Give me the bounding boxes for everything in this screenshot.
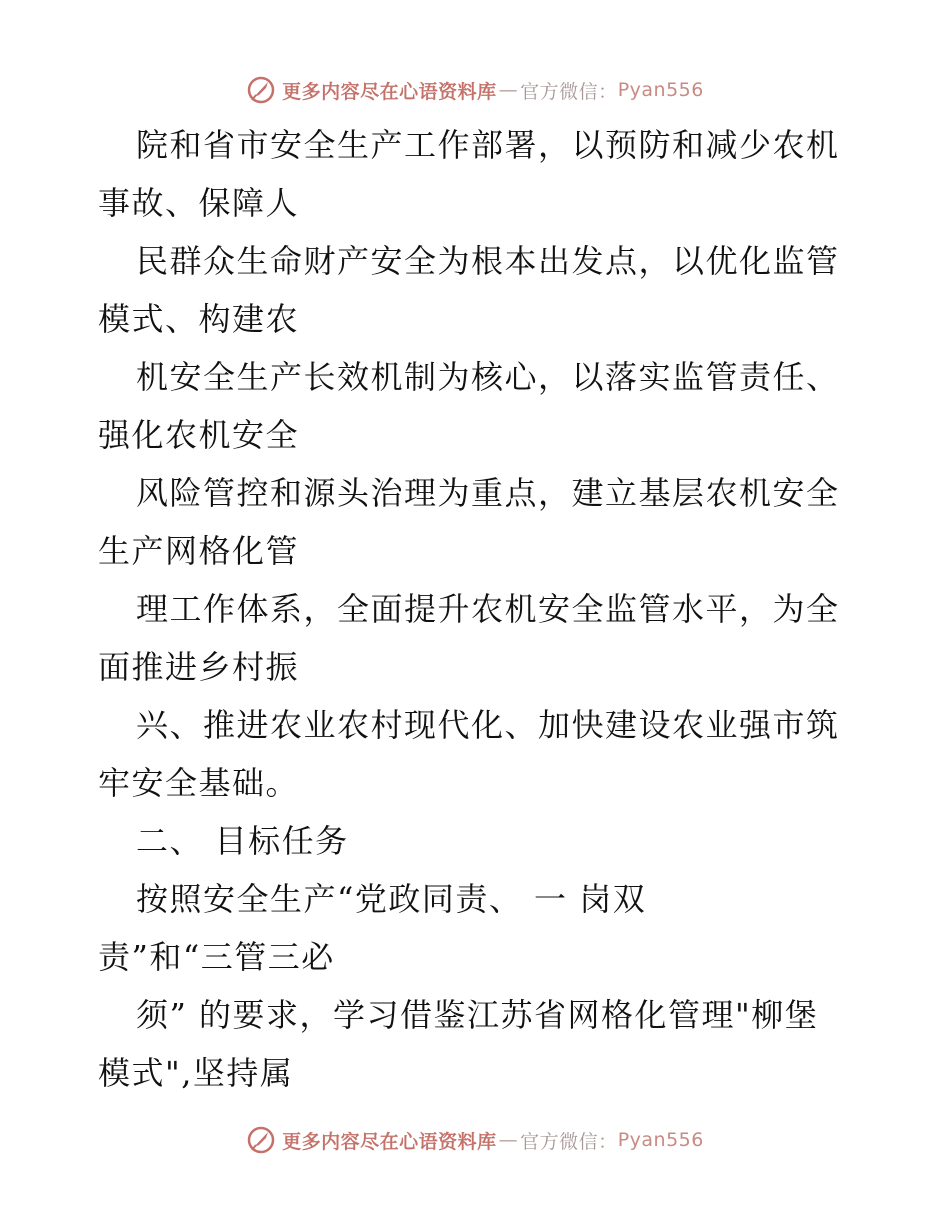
text-line: 面推进乡村振 — [98, 648, 300, 686]
watermark-separator: — — [498, 79, 519, 101]
watermark-wechat-id: Pyan556 — [617, 79, 704, 101]
text-line: 强化农机安全 — [98, 416, 300, 454]
text-line: 按照安全生产“党政同责、 一 岗双 — [136, 880, 647, 918]
text-line: 院和省市安全生产工作部署，以预防和减少农机 — [136, 126, 840, 164]
text-line: 机安全生产长效机制为核心，以落实监管责任、 — [136, 358, 840, 396]
watermark-wechat-label: 官方微信： — [520, 80, 618, 103]
text-line: 牢安全基础。 — [98, 764, 300, 802]
section-heading: 二、 目标任务 — [136, 822, 349, 860]
watermark-text: 更多内容尽在心语资料库 — [282, 80, 497, 103]
text-line: 理工作体系，全面提升农机安全监管水平，为全 — [136, 590, 840, 628]
text-line: 事故、保障人 — [98, 184, 300, 222]
text-line: 民群众生命财产安全为根本出发点，以优化监管 — [136, 242, 840, 280]
watermark-separator: — — [498, 1129, 519, 1151]
quill-logo-icon — [246, 75, 276, 105]
text-line: 风险管控和源头治理为重点，建立基层农机安全 — [136, 474, 840, 512]
watermark-wechat-id: Pyan556 — [617, 1129, 704, 1151]
footer-watermark — [0, 1120, 950, 1160]
document-body — [98, 116, 858, 1102]
text-line: 模式、构建农 — [98, 300, 300, 338]
header-watermark — [0, 70, 950, 110]
watermark-wechat-label: 官方微信： — [520, 1130, 618, 1153]
text-line: 模式",坚持属 — [98, 1054, 294, 1092]
text-line: 生产网格化管 — [98, 532, 300, 570]
text-line: 须” 的要求，学习借鉴江苏省网格化管理"柳堡 — [136, 996, 819, 1034]
text-line: 责”和“三管三必 — [98, 938, 335, 976]
quill-logo-icon — [246, 1125, 276, 1155]
text-line: 兴、推进农业农村现代化、加快建设农业强市筑 — [136, 706, 840, 744]
watermark-text: 更多内容尽在心语资料库 — [282, 1130, 497, 1153]
